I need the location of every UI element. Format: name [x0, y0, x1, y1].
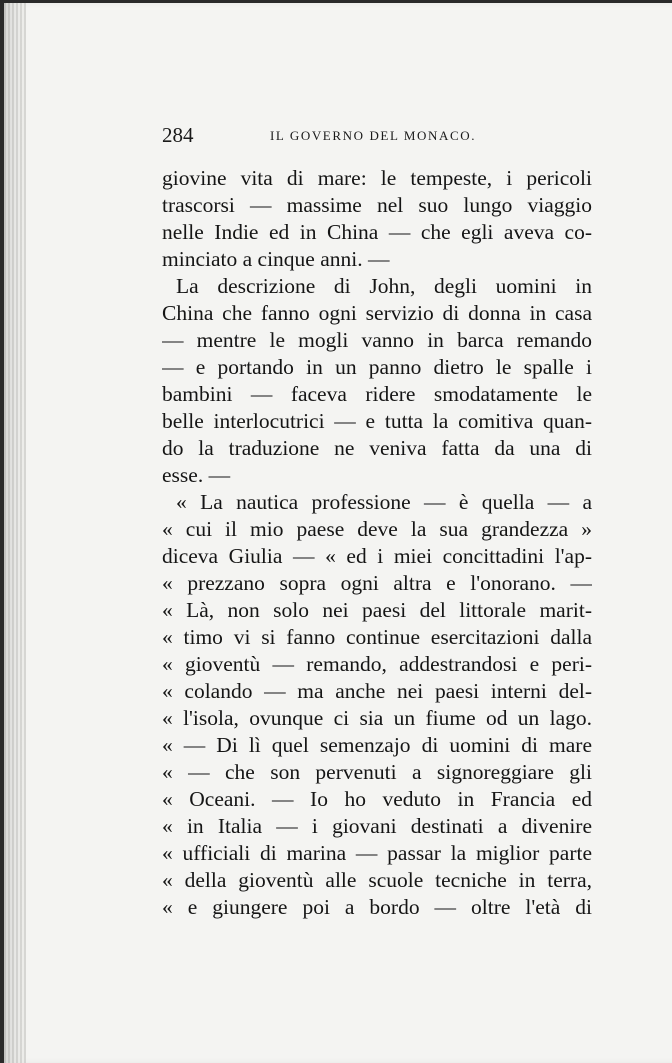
- text-line: « La nautica professione — è quella — a: [176, 490, 592, 514]
- text-line: trascorsi — massime nel suo lungo viaggio: [162, 193, 592, 217]
- page-number: 284: [162, 123, 194, 147]
- text-line: nelle Indie ed in China — che egli aveva co-: [162, 220, 592, 244]
- page-header: [162, 123, 592, 153]
- text-line: do la traduzione ne veniva fatta da una di: [162, 436, 592, 460]
- text-line: esse. —: [162, 463, 231, 487]
- text-line: « ufficiali di marina — passar la miglior parte: [162, 841, 592, 865]
- text-line: « cui il mio paese deve la sua grandezza »: [162, 517, 592, 541]
- book-page: [4, 3, 672, 1063]
- text-line: « gioventù — remando, addestrandosi e peri-: [162, 652, 592, 676]
- text-line: « colando — ma anche nei paesi interni del-: [162, 679, 592, 703]
- text-line: La descrizione di John, degli uomini in: [176, 274, 592, 298]
- text-line: bambini — faceva ridere smodatamente le: [162, 382, 592, 406]
- text-line: belle interlocutrici — e tutta la comitiva quan-: [162, 409, 592, 433]
- text-line: « — Di lì quel semenzajo di uomini di mare: [162, 733, 592, 757]
- text-line: « e giungere poi a bordo — oltre l'età di: [162, 895, 592, 919]
- text-line: « — che son pervenuti a signoreggiare gli: [162, 760, 592, 784]
- text-line: giovine vita di mare: le tempeste, i pericoli: [162, 166, 592, 190]
- text-line: diceva Giulia — « ed i miei concittadini l'ap-: [162, 544, 592, 568]
- text-line: — mentre le mogli vanno in barca remando: [162, 328, 592, 352]
- text-line: « in Italia — i giovani destinati a divenire: [162, 814, 592, 838]
- body-text: [162, 165, 592, 921]
- text-line: « prezzano sopra ogni altra e l'onorano. —: [162, 571, 592, 595]
- text-line: « Oceani. — Io ho veduto in Francia ed: [162, 787, 592, 811]
- text-line: « della gioventù alle scuole tecniche in terra,: [162, 868, 592, 892]
- text-line: « Là, non solo nei paesi del littorale marit-: [162, 598, 592, 622]
- page-edge-shadow: [4, 3, 26, 1063]
- running-title: IL GOVERNO DEL MONACO.: [270, 128, 477, 143]
- text-line: minciato a cinque anni. —: [162, 247, 390, 271]
- text-line: — e portando in un panno dietro le spalle i: [162, 355, 592, 379]
- text-line: China che fanno ogni servizio di donna in casa: [162, 301, 592, 325]
- text-line: « timo vi si fanno continue esercitazioni dalla: [162, 625, 592, 649]
- text-line: « l'isola, ovunque ci sia un fiume od un lago.: [162, 706, 592, 730]
